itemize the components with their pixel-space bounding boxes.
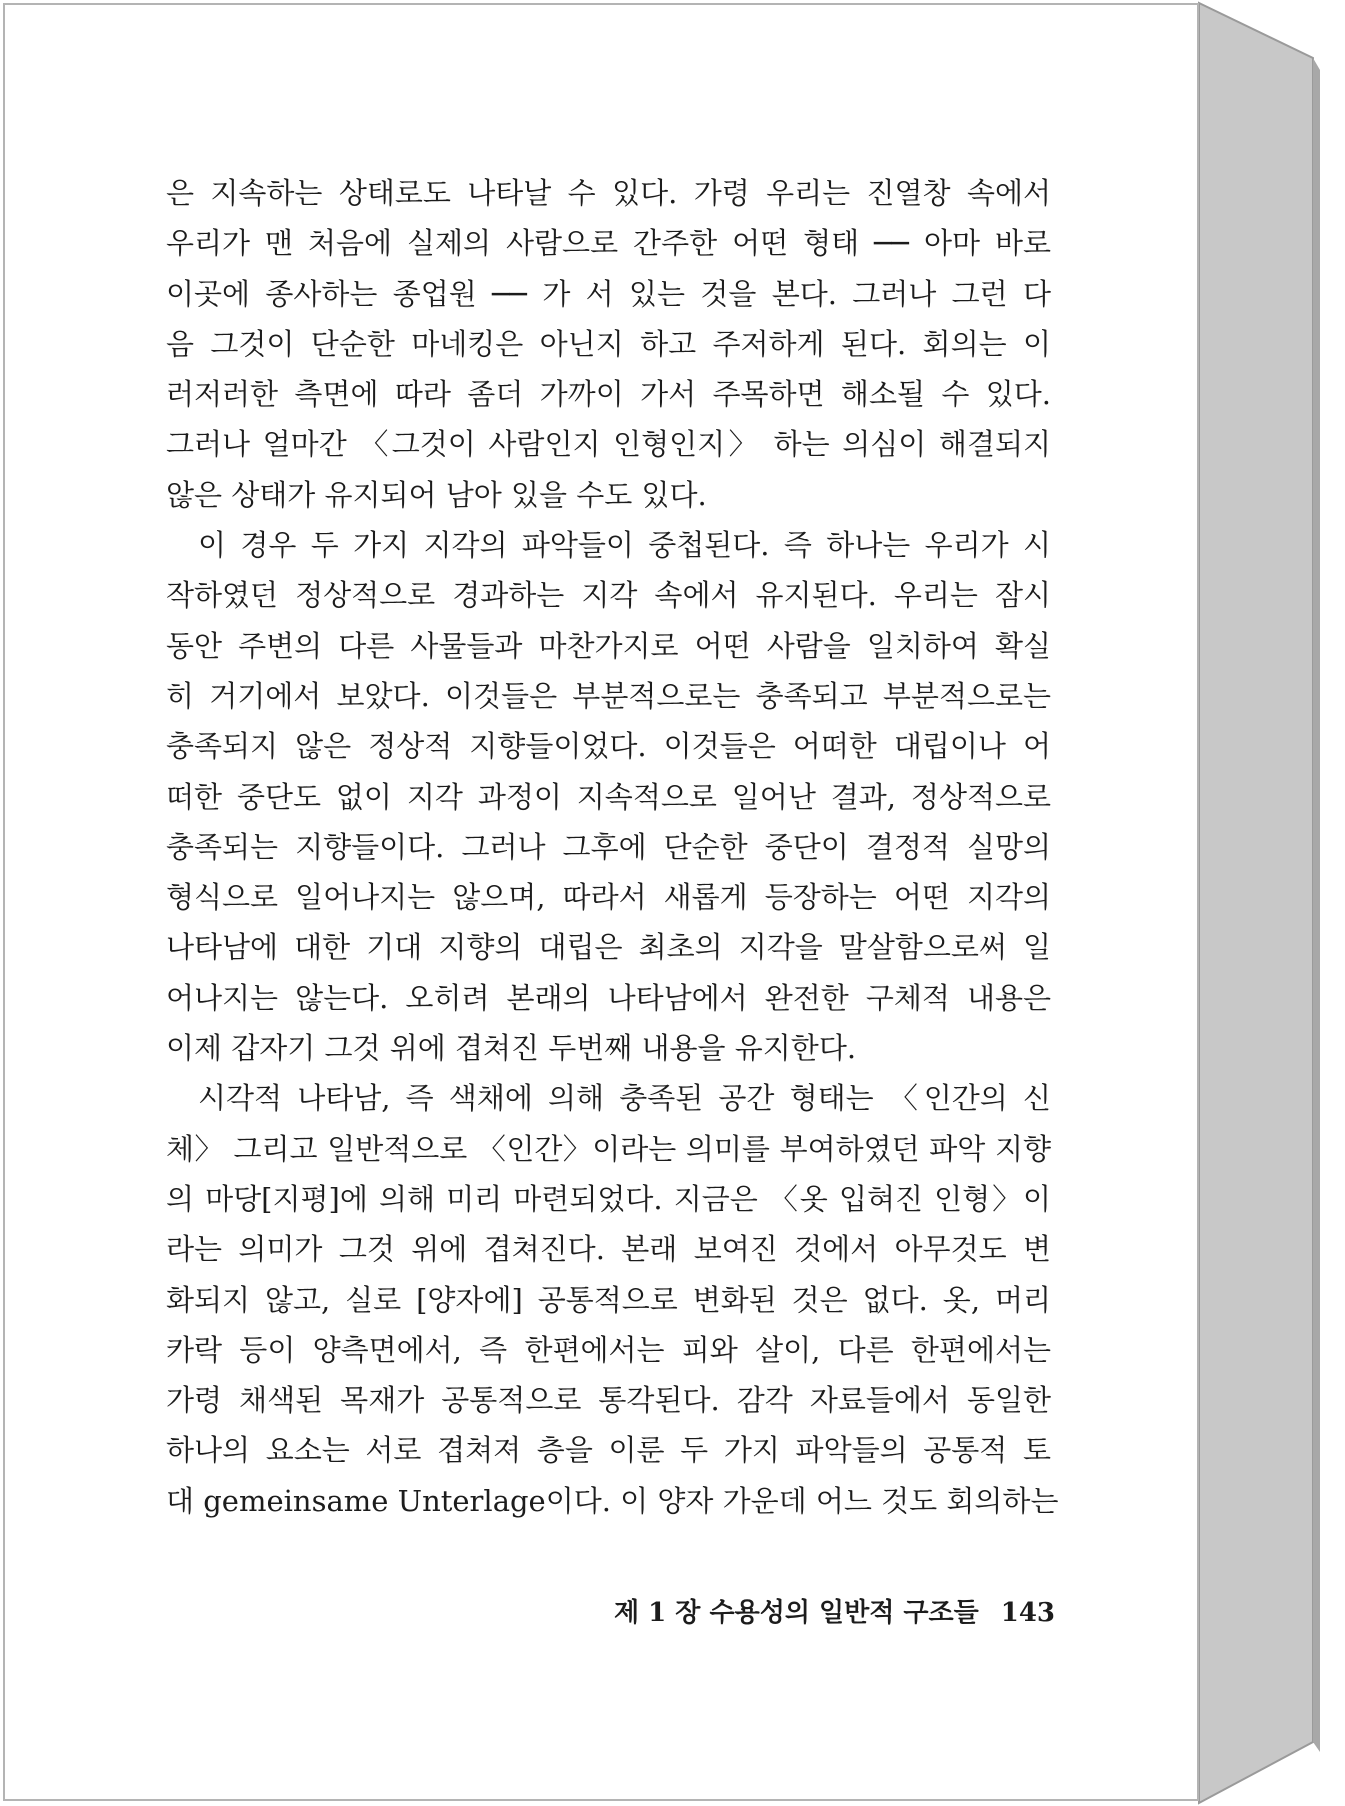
text-line: 카락 등이 양측면에서, 즉 한편에서는 피와 살이, 다른 한편에서는	[166, 1332, 1051, 1367]
text-line: 작하였던 정상적으로 경과하는 지각 속에서 유지된다. 우리는 잠시	[166, 578, 1051, 613]
text-line: 충족되는 지향들이다. 그러나 그후에 단순한 중단이 결정적 실망의	[166, 829, 1051, 864]
text-line: 러저러한 측면에 따라 좀더 가까이 가서 주목하면 해소될 수 있다.	[166, 377, 1051, 412]
paragraph	[166, 520, 1051, 1073]
page-number: 143	[1000, 1598, 1056, 1628]
text-line: 충족되지 않은 정상적 지향들이었다. 이것들은 어떠한 대립이나 어	[166, 729, 1051, 764]
paragraph	[166, 168, 1051, 520]
text-line: 시각적 나타남, 즉 색채에 의해 충족된 공간 형태는 〈인간의 신	[198, 1081, 1051, 1116]
text-line: 이곳에 종사하는 종업원 ── 가 서 있는 것을 본다. 그러나 그런 다	[166, 276, 1052, 311]
text-line: 어나지는 않는다. 오히려 본래의 나타남에서 완전한 구체적 내용은	[166, 980, 1051, 1015]
text-line: 우리가 맨 처음에 실제의 사람으로 간주한 어떤 형태 ── 아마 바로	[166, 226, 1051, 261]
paragraph	[166, 1073, 1059, 1526]
book-side-face	[1199, 3, 1313, 1803]
text-line: 음 그것이 단순한 마네킹은 아닌지 하고 주저하게 된다. 회의는 이	[166, 326, 1051, 361]
text-line: 동안 주변의 다른 사물들과 마찬가지로 어떤 사람을 일치하여 확실	[166, 628, 1051, 663]
footer-chapter-title: 제 1 장 수용성의 일반적 구조들	[614, 1598, 979, 1628]
text-line: 그러나 얼마간 〈그것이 사람인지 인형인지〉 하는 의심이 해결되지	[166, 427, 1051, 462]
text-line: 하나의 요소는 서로 겹쳐져 층을 이룬 두 가지 파악들의 공통적 토	[166, 1433, 1051, 1468]
text-line: 체〉 그리고 일반적으로 〈인간〉이라는 의미를 부여하였던 파악 지향	[166, 1131, 1051, 1166]
text-line: 이 경우 두 가지 지각의 파악들이 중첩된다. 즉 하나는 우리가 시	[198, 528, 1051, 563]
book-side-shadow	[1313, 58, 1320, 1752]
text-line: 은 지속하는 상태로도 나타날 수 있다. 가령 우리는 진열창 속에서	[166, 176, 1051, 210]
text-line: 가령 채색된 목재가 공통적으로 통각된다. 감각 자료들에서 동일한	[166, 1383, 1051, 1418]
text-line: 대 gemeinsame Unterlage이다. 이 양자 가운데 어느 것도 회의하는	[166, 1483, 1059, 1518]
text-line: 라는 의미가 그것 위에 겹쳐진다. 본래 보여진 것에서 아무것도 변	[166, 1232, 1051, 1267]
running-footer	[614, 1592, 1055, 1629]
page-body-text	[166, 168, 1059, 1526]
text-line: 떠한 중단도 없이 지각 과정이 지속적으로 일어난 결과, 정상적으로	[166, 779, 1051, 814]
text-line: 히 거기에서 보았다. 이것들은 부분적으로는 충족되고 부분적으로는	[166, 678, 1051, 713]
text-line: 이제 갑자기 그것 위에 겹쳐진 두번째 내용을 유지한다.	[166, 1031, 857, 1066]
text-line: 않은 상태가 유지되어 남아 있을 수도 있다.	[166, 477, 707, 512]
text-line: 화되지 않고, 실로 [양자에] 공통적으로 변화된 것은 없다. 옷, 머리	[166, 1282, 1051, 1317]
text-line: 나타남에 대한 기대 지향의 대립은 최초의 지각을 말살함으로써 일	[166, 930, 1051, 965]
text-line: 형식으로 일어나지는 않으며, 따라서 새롭게 등장하는 어떤 지각의	[166, 880, 1051, 915]
text-line: 의 마당[지평]에 의해 미리 마련되었다. 지금은 〈옷 입혀진 인형〉이	[166, 1181, 1051, 1216]
